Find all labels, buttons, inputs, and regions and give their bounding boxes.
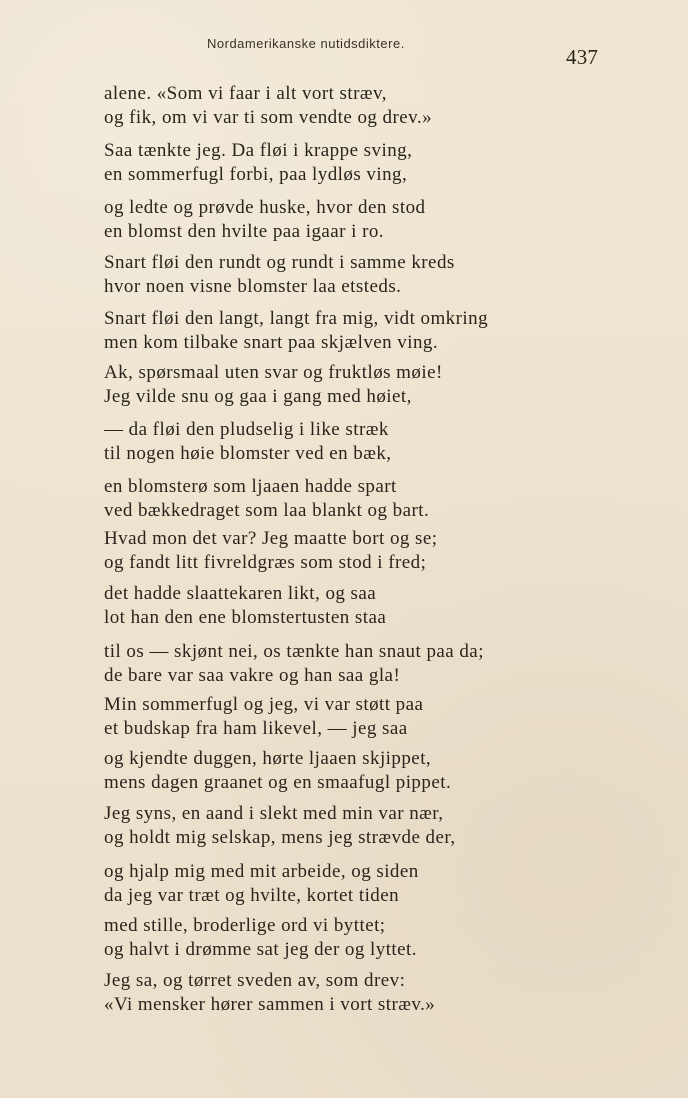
poem-line: Jeg sa, og tørret sveden av, som drev: (104, 970, 406, 991)
poem-line: Jeg syns, en aand i slekt med min var nær, (104, 803, 444, 824)
poem-line: lot han den ene blomstertusten staa (104, 607, 387, 628)
poem-line: en blomsterø som ljaaen hadde spart (104, 476, 397, 497)
poem-line: en blomst den hvilte paa igaar i ro. (104, 221, 385, 242)
poem-line: Snart fløi den rundt og rundt i samme kreds (104, 252, 455, 273)
poem-line: Ak, spørsmaal uten svar og fruktløs møie! (104, 362, 443, 383)
poem-line: men kom tilbake snart paa skjælven ving. (104, 332, 439, 353)
poem-line: Snart fløi den langt, langt fra mig, vidt omkring (104, 308, 489, 329)
poem-line: alene. «Som vi faar i alt vort stræv, (104, 83, 387, 104)
poem-line: og ledte og prøvde huske, hvor den stod (104, 197, 426, 218)
poem-line: til nogen høie blomster ved en bæk, (104, 443, 392, 464)
poem-line: en sommerfugl forbi, paa lydløs ving, (104, 164, 408, 185)
poem-line: og fandt litt fivreldgræs som stod i fred; (104, 552, 427, 573)
poem-line: Hvad mon det var? Jeg maatte bort og se; (104, 528, 438, 549)
poem-line: et budskap fra ham likevel, — jeg saa (104, 718, 408, 739)
poem-line: Saa tænkte jeg. Da fløi i krappe sving, (104, 140, 413, 161)
poem-line: Jeg vilde snu og gaa i gang med høiet, (104, 386, 412, 407)
poem-line: til os — skjønt nei, os tænkte han snaut paa da; (104, 641, 484, 662)
poem-line: og fik, om vi var ti som vendte og drev.» (104, 107, 433, 128)
poem-line: de bare var saa vakre og han saa gla! (104, 665, 401, 686)
poem-line: med stille, broderlige ord vi byttet; (104, 915, 386, 936)
poem-line: ved bækkedraget som laa blankt og bart. (104, 500, 430, 521)
poem-line: hvor noen visne blomster laa etsteds. (104, 276, 402, 297)
poem-line: det hadde slaattekaren likt, og saa (104, 583, 377, 604)
page-number: 437 (566, 45, 599, 69)
poem-line: — da fløi den pludselig i like stræk (104, 419, 389, 440)
poem-line: og hjalp mig med mit arbeide, og siden (104, 861, 419, 882)
running-title: Nordamerikanske nutidsdiktere. (207, 36, 405, 51)
poem-line: Min sommerfugl og jeg, vi var støtt paa (104, 694, 424, 715)
poem-line: og holdt mig selskap, mens jeg strævde der, (104, 827, 456, 848)
poem-line: da jeg var træt og hvilte, kortet tiden (104, 885, 400, 906)
poem-line: mens dagen graanet og en smaafugl pippet. (104, 772, 452, 793)
poem-line: og kjendte duggen, hørte ljaaen skjippet, (104, 748, 432, 769)
poem-line: og halvt i drømme sat jeg der og lyttet. (104, 939, 417, 960)
poem-line: «Vi mensker hører sammen i vort stræv.» (104, 994, 436, 1015)
